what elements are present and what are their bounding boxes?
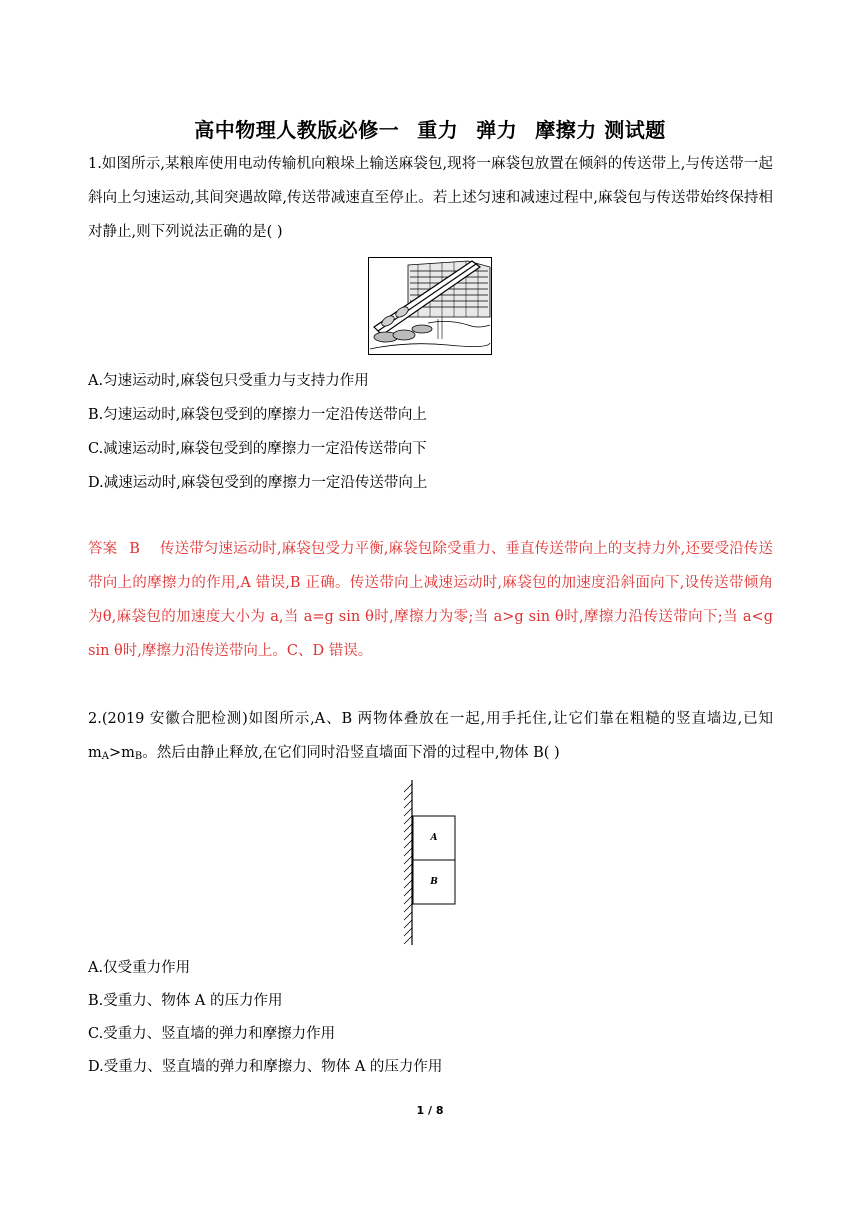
q2-option-b: B.受重力、物体 A 的压力作用 — [88, 993, 283, 1009]
q1-option-a: A.匀速运动时,麻袋包只受重力与支持力作用 — [88, 373, 369, 389]
q2-sub-a: A — [101, 751, 109, 762]
q1-option-d: D.减速运动时,麻袋包受到的摩擦力一定沿传送带向上 — [88, 475, 428, 491]
block-a — [413, 816, 455, 860]
title-part-gravity: 重力 — [417, 118, 459, 142]
page-title — [0, 114, 860, 143]
page-number: 1 / 8 — [416, 1104, 444, 1117]
question-1-stem: 1.如图所示,某粮库使用电动传输机向粮垛上输送麻袋包,现将一麻袋包放置在倾斜的传送带上,与传送带一起斜向上匀速运动,其间突遇故障,传送带减速直至停止。若上述匀速和减速过程中,麻袋包与传送带始终保持相对静止,则下列说法正确的是( ) — [88, 156, 773, 240]
conveyor-belt-figure — [368, 257, 492, 355]
block-b — [413, 860, 455, 904]
title-part-friction: 摩擦力 测试题 — [535, 118, 666, 142]
block-a-label: A — [430, 833, 438, 843]
wall-blocks-figure — [398, 780, 468, 945]
q2-option-a: A.仅受重力作用 — [88, 960, 191, 976]
q1-answer — [88, 532, 773, 668]
q2-gt: >m — [108, 745, 135, 761]
q2-stem-part1: 2.(2019 安徽合肥检测)如图所示,A、B 两物体叠放在一起,用手托住,让它们靠在粗糙的竖直墙边,已知 m — [88, 711, 773, 761]
title-part-elastic: 弹力 — [476, 118, 518, 142]
block-b-label: B — [430, 877, 438, 887]
question-2-stem — [88, 702, 773, 770]
q2-option-d: D.受重力、竖直墙的弹力和摩擦力、物体 A 的压力作用 — [88, 1059, 443, 1075]
q2-option-c: C.受重力、竖直墙的弹力和摩擦力作用 — [88, 1026, 336, 1042]
q2-stem-part2: 。然后由静止释放,在它们同时沿竖直墙面下滑的过程中,物体 B( ) — [142, 745, 560, 761]
q1-option-c: C.减速运动时,麻袋包受到的摩擦力一定沿传送带向下 — [88, 441, 427, 457]
answer-explanation: 传送带匀速运动时,麻袋包受力平衡,麻袋包除受重力、垂直传送带向上的支持力外,还要受沿传送带向上的摩擦力的作用,A 错误,B 正确。传送带向上减速运动时,麻袋包的加速度沿斜面向下,设传送带倾角为θ,麻袋包的加速度大小为 a,当 a=g sin θ时,摩擦力为零;当 a>g sin θ时,摩擦力沿传送带向下;当 a<g sin θ时,摩擦力沿传送带向上。C、D 错误。 — [88, 541, 773, 659]
answer-tag: 答案 — [88, 541, 118, 557]
answer-key: B — [129, 541, 140, 557]
q1-option-b: B.匀速运动时,麻袋包受到的摩擦力一定沿传送带向上 — [88, 407, 427, 423]
title-main: 高中物理人教版必修一 — [194, 118, 400, 142]
q2-sub-b: B — [134, 751, 143, 762]
